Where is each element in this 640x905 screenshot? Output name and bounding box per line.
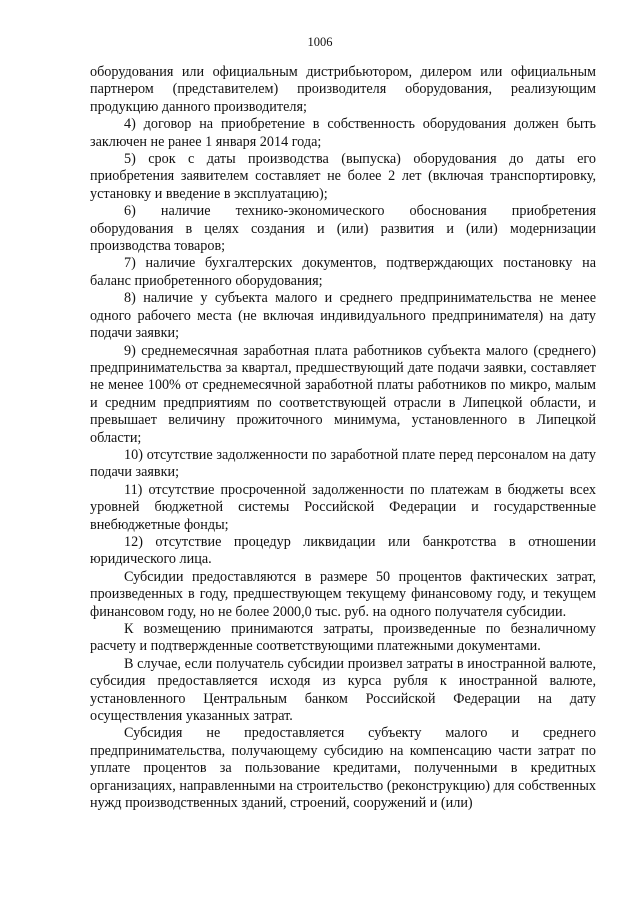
- paragraph-item-6: 6) наличие технико-экономического обоснования приобретения оборудования в целях создания и (или) развития и (или) модернизации производства товаров;: [90, 203, 596, 255]
- paragraph-reimbursement: К возмещению принимаются затраты, произведенные по безналичному расчету и подтвержденные соответствующими платежными документами.: [90, 621, 596, 655]
- paragraph-item-12: 12) отсутствие процедур ликвидации или банкротства в отношении юридического лица.: [90, 533, 596, 568]
- paragraph-subsidy-exclusion: Субсидия не предоставляется субъекту малого и среднего предпринимательства, получающему субсидию на компенсацию части затрат по уплате процентов за пользование кредитами, полученными в кредитных организациях, направленными на строительство (реконструкцию) для собственных нужд производственных зданий, строений, сооружений и (или): [90, 725, 596, 812]
- paragraph-item-4: 4) договор на приобретение в собственность оборудования должен быть заключен не ранее 1 января 2014 года;: [90, 116, 596, 150]
- paragraph-item-8: 8) наличие у субъекта малого и среднего предпринимательства не менее одного рабочего места (не включая индивидуального предпринимателя) на дату подачи заявки;: [90, 290, 596, 342]
- paragraph-foreign-currency: В случае, если получатель субсидии произвел затраты в иностранной валюте, субсидия предоставляется исходя из курса рубля к иностранной валюте, установленного Центральным банком Российской Федерации на дату осуществления указанных затрат.: [90, 655, 596, 725]
- paragraph-continuation: оборудования или официальным дистрибьютором, дилером или официальным партнером (представителем) производителя оборудования, реализующим продукцию данного производителя;: [90, 64, 596, 115]
- document-body: [90, 64, 596, 812]
- page-number: 1006: [307, 35, 333, 49]
- paragraph-item-9: 9) среднемесячная заработная плата работников субъекта малого (среднего) предпринимательства за квартал, предшествующий дате подачи заявки, составляет не менее 100% от среднемесячной заработной платы работников по микро, малым и средним предприятиям по соответствующей отрасли в Липецкой области, и превышает величину прожиточного минимума, установленного в Липецкой области;: [90, 342, 596, 446]
- paragraph-item-7: 7) наличие бухгалтерских документов, подтверждающих постановку на баланс приобретенного оборудования;: [90, 255, 596, 289]
- paragraph-item-5: 5) срок с даты производства (выпуска) оборудования до даты его приобретения заявителем составляет не более 2 лет (включая транспортировку, установку и введение в эксплуатацию);: [90, 151, 596, 202]
- paragraph-item-11: 11) отсутствие просроченной задолженности по платежам в бюджеты всех уровней бюджетной системы Российской Федерации и государственные внебюджетные фонды;: [90, 481, 596, 533]
- paragraph-subsidy-amount: Субсидии предоставляются в размере 50 процентов фактических затрат, произведенных в году, предшествующем текущему финансовому году, и текущем финансовом году, но не более 2000,0 тыс. руб. на одного получателя субсидии.: [90, 568, 596, 620]
- paragraph-item-10: 10) отсутствие задолженности по заработной плате перед персоналом на дату подачи заявки;: [90, 446, 596, 481]
